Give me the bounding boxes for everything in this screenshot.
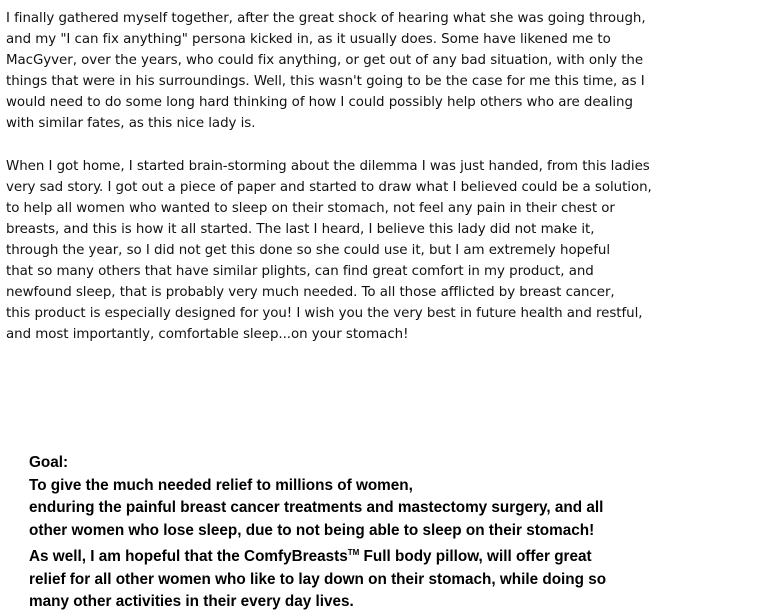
goal-line: relief for all other women who like to lay down on their stomach, while doing so: [29, 570, 607, 588]
goal-line: [29, 542, 754, 569]
text-line: that so many others that have similar plights, can find great comfort in my product, and: [6, 264, 594, 279]
text-line: and most importantly, comfortable sleep...on your stomach!: [6, 327, 409, 342]
text-line: newfound sleep, that is probably very much needed. To all those afflicted by breast cancer,: [6, 285, 615, 300]
text-line: breasts, and this is how it all started. The last I heard, I believe this lady did not make it,: [6, 222, 595, 237]
trademark-symbol: TM: [347, 548, 360, 557]
text-line: would need to do some long hard thinking of how I could possibly help others who are dealing: [6, 95, 633, 110]
goal-line: enduring the painful breast cancer treatments and mastectomy surgery, and all: [29, 499, 604, 516]
story-paragraph-1: [6, 8, 756, 134]
text-line: with similar fates, as this nice lady is.: [6, 116, 256, 131]
goal-line-end: Full body pillow, will offer great: [359, 548, 592, 565]
text-line: this product is especially designed for you! I wish you the very best in future health and restful,: [6, 306, 643, 321]
goal-section: [29, 452, 754, 614]
story-paragraph-2: [6, 156, 756, 345]
goal-line: To give the much needed relief to millions of women,: [29, 476, 413, 494]
text-line: to help all women who wanted to sleep on their stomach, not feel any pain in their chest or: [6, 201, 615, 216]
story-text: [6, 8, 756, 367]
text-line: MacGyver, over the years, who could fix anything, or get out of any bad situation, with only the: [6, 53, 644, 68]
goal-heading: Goal:: [29, 454, 69, 471]
text-line: and my "I can fix anything" persona kicked in, as it usually does. Some have likened me to: [6, 32, 611, 47]
text-line: very sad story. I got out a piece of paper and started to draw what I believed could be a solution,: [6, 180, 652, 195]
text-line: When I got home, I started brain-storming about the dilemma I was just handed, from this ladies: [6, 159, 650, 174]
text-line: things that were in his surroundings. Well, this wasn't going to be the case for me this time, as I: [6, 74, 645, 89]
text-line: I finally gathered myself together, after the great shock of hearing what she was going through,: [6, 11, 646, 26]
goal-line-start: As well, I am hopeful that the ComfyBreasts: [29, 548, 348, 565]
goal-line: many other activities in their every day lives.: [29, 593, 354, 610]
goal-line: other women who lose sleep, due to not being able to sleep on their stomach!: [29, 521, 595, 539]
text-line: through the year, so I did not get this done so she could use it, but I am extremely hopeful: [6, 243, 610, 258]
